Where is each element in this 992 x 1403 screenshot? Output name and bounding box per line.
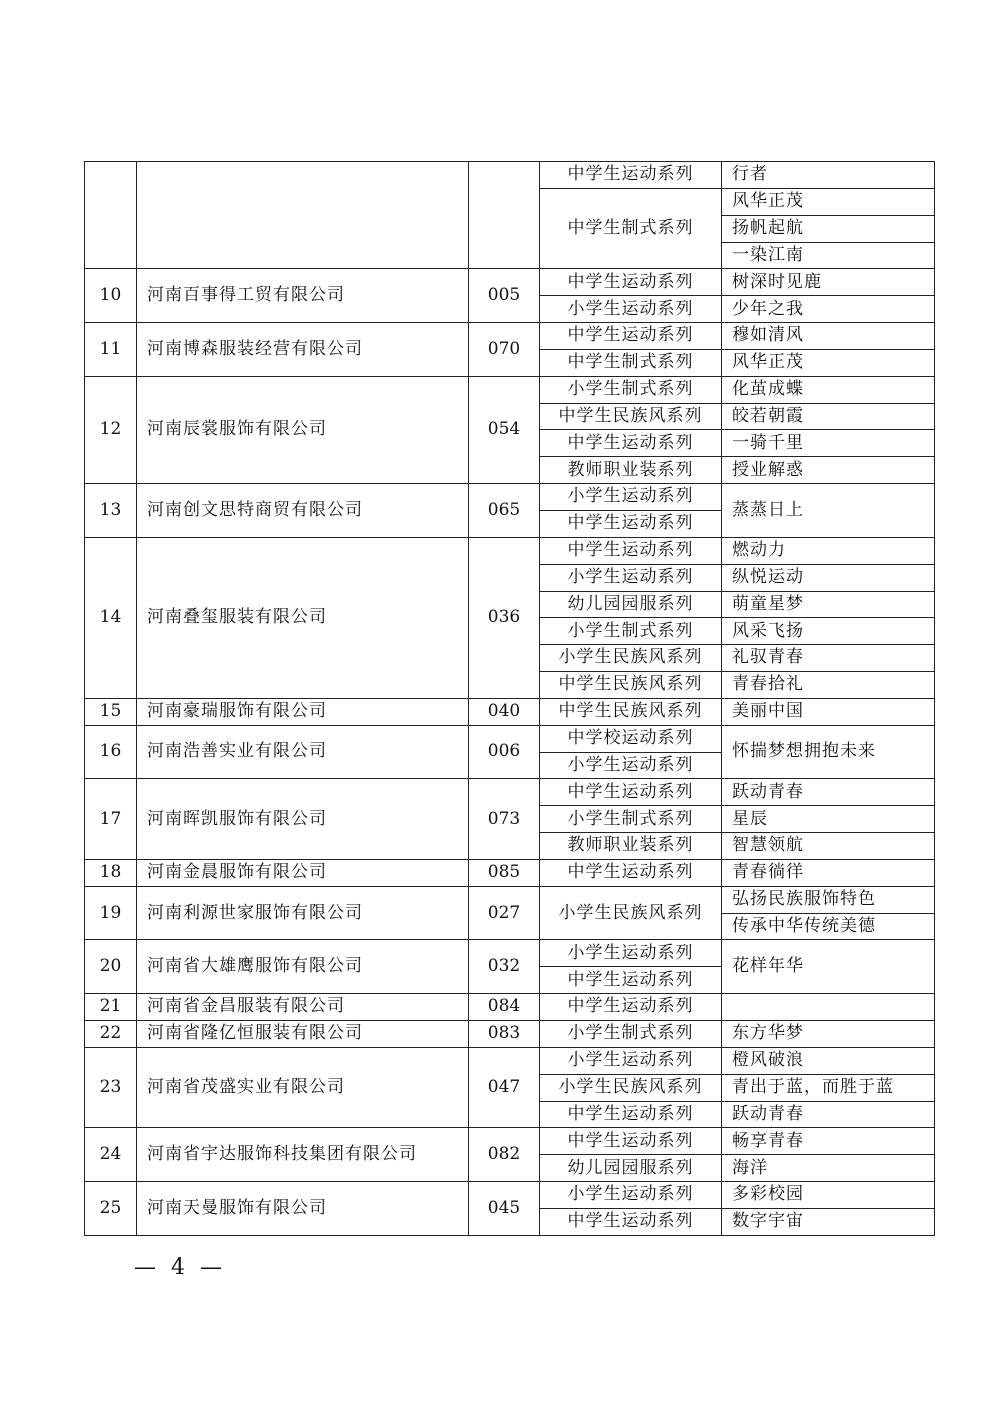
work-title: 少年之我 (722, 296, 935, 323)
work-title: 星辰 (722, 806, 935, 833)
table-row (85, 1047, 935, 1074)
work-title: 穆如清风 (722, 323, 935, 350)
company-code: 065 (469, 484, 540, 538)
work-title: 青出于蓝，而胜于蓝 (722, 1074, 935, 1101)
company-code: 054 (469, 376, 540, 483)
company-name: 河南利源世家服饰有限公司 (137, 886, 469, 940)
work-title: 萌童星梦 (722, 591, 935, 618)
series-name: 中学校运动系列 (540, 725, 722, 752)
series-name: 教师职业装系列 (540, 833, 722, 860)
work-title: 美丽中国 (722, 698, 935, 725)
entry-index: 24 (85, 1128, 137, 1182)
company-code (469, 162, 540, 269)
entry-index: 21 (85, 994, 137, 1021)
company-name: 河南金晨服饰有限公司 (137, 859, 469, 886)
series-name: 中学生运动系列 (540, 1128, 722, 1155)
work-title: 畅享青春 (722, 1128, 935, 1155)
series-name: 小学生运动系列 (540, 1182, 722, 1209)
company-code: 084 (469, 994, 540, 1021)
series-name: 小学生运动系列 (540, 940, 722, 967)
series-name: 中学生民族风系列 (540, 698, 722, 725)
series-name: 中学生运动系列 (540, 994, 722, 1021)
entry-index: 14 (85, 537, 137, 698)
series-name: 小学生制式系列 (540, 618, 722, 645)
entry-index: 11 (85, 323, 137, 377)
entry-index: 22 (85, 1021, 137, 1048)
work-title: 扬帆起航 (722, 215, 935, 242)
table-row (85, 269, 935, 296)
series-name: 中学生运动系列 (540, 967, 722, 994)
work-title: 多彩校园 (722, 1182, 935, 1209)
table-row (85, 725, 935, 752)
work-title: 东方华梦 (722, 1021, 935, 1048)
entry-index: 13 (85, 484, 137, 538)
series-name: 中学生运动系列 (540, 859, 722, 886)
series-name: 小学生民族风系列 (540, 1074, 722, 1101)
series-name: 中学生制式系列 (540, 188, 722, 269)
table-row (85, 484, 935, 511)
company-name: 河南省宇达服饰科技集团有限公司 (137, 1128, 469, 1182)
company-name: 河南省茂盛实业有限公司 (137, 1047, 469, 1128)
table-row (85, 323, 935, 350)
company-code: 032 (469, 940, 540, 994)
work-title: 智慧领航 (722, 833, 935, 860)
work-title: 风采飞扬 (722, 618, 935, 645)
work-title: 传承中华传统美德 (722, 913, 935, 940)
work-title: 一骑千里 (722, 430, 935, 457)
company-code: 047 (469, 1047, 540, 1128)
work-title: 橙风破浪 (722, 1047, 935, 1074)
work-title: 青春徜徉 (722, 859, 935, 886)
company-name: 河南天曼服饰有限公司 (137, 1182, 469, 1236)
series-name: 中学生民族风系列 (540, 403, 722, 430)
work-title: 授业解惑 (722, 457, 935, 484)
company-code: 006 (469, 725, 540, 779)
series-name: 小学生制式系列 (540, 806, 722, 833)
entry-index: 23 (85, 1047, 137, 1128)
company-name: 河南省金昌服装有限公司 (137, 994, 469, 1021)
entry-index: 18 (85, 859, 137, 886)
table-row (85, 162, 935, 189)
work-title: 一染江南 (722, 242, 935, 269)
work-title: 蒸蒸日上 (722, 484, 935, 538)
work-title: 燃动力 (722, 537, 935, 564)
work-title: 风华正茂 (722, 349, 935, 376)
table-body (85, 162, 935, 1236)
company-code: 083 (469, 1021, 540, 1048)
company-name: 河南百事得工贸有限公司 (137, 269, 469, 323)
company-code: 036 (469, 537, 540, 698)
work-title: 青春拾礼 (722, 672, 935, 699)
work-title: 化茧成蝶 (722, 376, 935, 403)
company-code: 027 (469, 886, 540, 940)
company-name: 河南省隆亿恒服装有限公司 (137, 1021, 469, 1048)
company-code: 005 (469, 269, 540, 323)
entry-index: 20 (85, 940, 137, 994)
series-name: 幼儿园园服系列 (540, 1155, 722, 1182)
series-name: 小学生运动系列 (540, 1047, 722, 1074)
series-name: 中学生运动系列 (540, 1208, 722, 1235)
work-title: 数字宇宙 (722, 1208, 935, 1235)
table-row (85, 940, 935, 967)
table-row (85, 698, 935, 725)
company-name: 河南省大雄鹰服饰有限公司 (137, 940, 469, 994)
award-table (84, 161, 935, 1236)
series-name: 小学生运动系列 (540, 564, 722, 591)
work-title: 皎若朝霞 (722, 403, 935, 430)
company-code: 073 (469, 779, 540, 860)
work-title: 怀揣梦想拥抱未来 (722, 725, 935, 779)
company-code: 045 (469, 1182, 540, 1236)
work-title: 纵悦运动 (722, 564, 935, 591)
entry-index: 16 (85, 725, 137, 779)
series-name: 教师职业装系列 (540, 457, 722, 484)
entry-index: 19 (85, 886, 137, 940)
work-title: 风华正茂 (722, 188, 935, 215)
work-title: 弘扬民族服饰特色 (722, 886, 935, 913)
company-name: 河南豪瑞服饰有限公司 (137, 698, 469, 725)
series-name: 小学生制式系列 (540, 376, 722, 403)
company-name: 河南辰裳服饰有限公司 (137, 376, 469, 483)
table-row (85, 859, 935, 886)
table-row (85, 994, 935, 1021)
work-title: 跃动青春 (722, 779, 935, 806)
table-row (85, 1021, 935, 1048)
company-name: 河南创文思特商贸有限公司 (137, 484, 469, 538)
work-title: 树深时见鹿 (722, 269, 935, 296)
company-code: 082 (469, 1128, 540, 1182)
series-name: 中学生运动系列 (540, 162, 722, 189)
entry-index: 12 (85, 376, 137, 483)
work-title: 行者 (722, 162, 935, 189)
series-name: 小学生运动系列 (540, 484, 722, 511)
work-title: 跃动青春 (722, 1101, 935, 1128)
series-name: 中学生运动系列 (540, 430, 722, 457)
company-name: 河南叠玺服装有限公司 (137, 537, 469, 698)
company-code: 085 (469, 859, 540, 886)
series-name: 幼儿园园服系列 (540, 591, 722, 618)
company-name: 河南晖凯服饰有限公司 (137, 779, 469, 860)
page-number: — 4 — (134, 1255, 226, 1280)
work-title (722, 994, 935, 1021)
series-name: 中学生运动系列 (540, 323, 722, 350)
table-row (85, 1182, 935, 1209)
entry-index: 25 (85, 1182, 137, 1236)
company-code: 040 (469, 698, 540, 725)
series-name: 中学生运动系列 (540, 269, 722, 296)
series-name: 小学生民族风系列 (540, 645, 722, 672)
series-name: 中学生运动系列 (540, 1101, 722, 1128)
company-name (137, 162, 469, 269)
series-name: 中学生运动系列 (540, 510, 722, 537)
series-name: 中学生运动系列 (540, 537, 722, 564)
work-title: 礼驭青春 (722, 645, 935, 672)
table-row (85, 376, 935, 403)
company-name: 河南浩善实业有限公司 (137, 725, 469, 779)
entry-index: 10 (85, 269, 137, 323)
series-name: 小学生制式系列 (540, 1021, 722, 1048)
company-name: 河南博森服装经营有限公司 (137, 323, 469, 377)
series-name: 小学生运动系列 (540, 752, 722, 779)
entry-index: 17 (85, 779, 137, 860)
table-row (85, 537, 935, 564)
series-name: 中学生制式系列 (540, 349, 722, 376)
company-code: 070 (469, 323, 540, 377)
series-name: 小学生运动系列 (540, 296, 722, 323)
work-title: 海洋 (722, 1155, 935, 1182)
series-name: 中学生民族风系列 (540, 672, 722, 699)
entry-index (85, 162, 137, 269)
entry-index: 15 (85, 698, 137, 725)
table-row (85, 886, 935, 913)
series-name: 小学生民族风系列 (540, 886, 722, 940)
table-row (85, 1128, 935, 1155)
table-row (85, 779, 935, 806)
work-title: 花样年华 (722, 940, 935, 994)
series-name: 中学生运动系列 (540, 779, 722, 806)
